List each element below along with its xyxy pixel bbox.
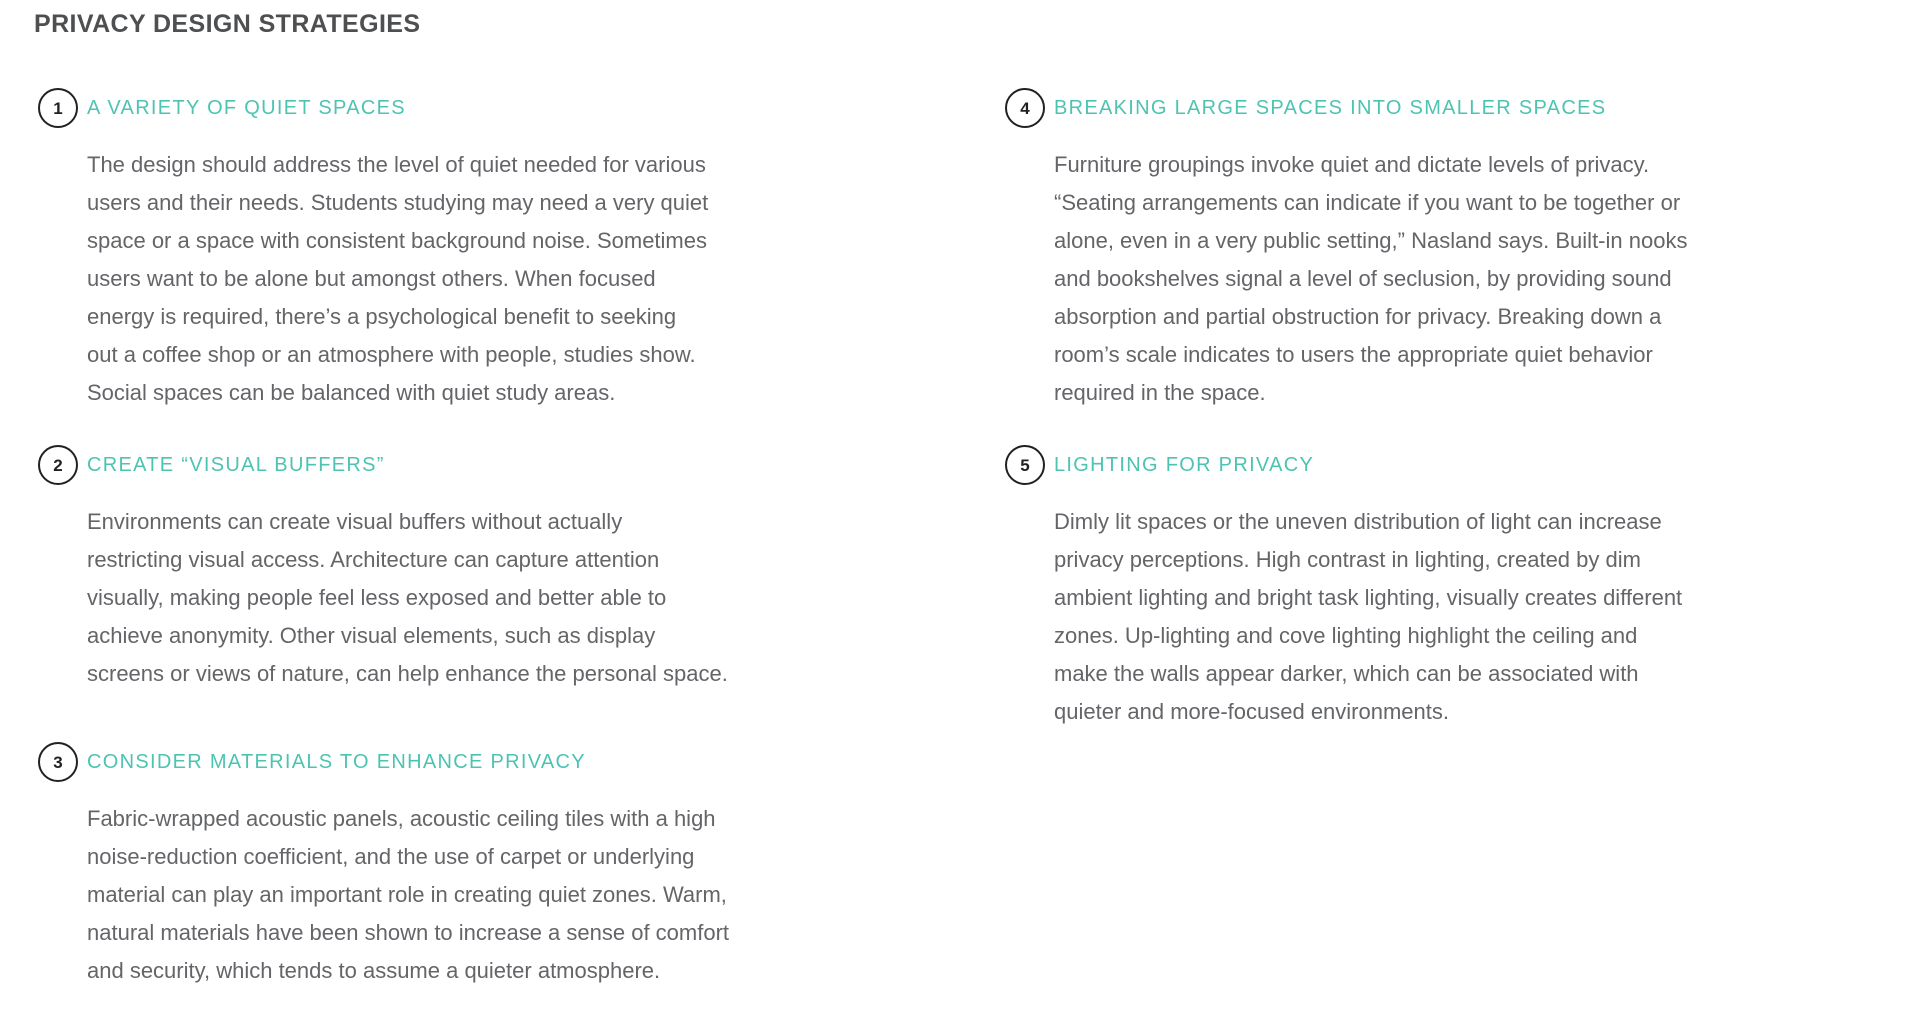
strategy-item-3 (38, 742, 729, 990)
body-text-line: restricting visual access. Architecture can capture attention (87, 547, 660, 572)
body-text-line: visually, making people feel less exposed and better able to (87, 585, 667, 610)
body-text-line: alone, even in a very public setting,” Nasland says. Built-in nooks (1054, 228, 1688, 253)
strategy-heading: CREATE “VISUAL BUFFERS” (87, 454, 385, 476)
body-text-line: natural materials have been shown to increase a sense of comfort (87, 920, 730, 945)
body-text-line: energy is required, there’s a psychological benefit to seeking (87, 304, 677, 329)
body-text-line: Environments can create visual buffers without actually (87, 509, 623, 534)
body-text-line: quieter and more-focused environments. (1054, 699, 1449, 724)
body-text-line: material can play an important role in creating quiet zones. Warm, (87, 882, 727, 907)
strategy-body (1054, 146, 1687, 412)
strategy-item-2 (38, 445, 728, 693)
strategy-item-5 (1005, 445, 1682, 731)
body-text-line: users want to be alone but amongst others. When focused (87, 266, 656, 291)
strategy-number-badge (38, 445, 78, 485)
body-text-line: zones. Up-lighting and cove lighting highlight the ceiling and (1054, 623, 1638, 648)
strategy-number-badge (38, 742, 78, 782)
page-title: PRIVACY DESIGN STRATEGIES (34, 10, 421, 38)
strategy-heading: LIGHTING FOR PRIVACY (1054, 454, 1315, 476)
body-text-line: absorption and partial obstruction for privacy. Breaking down a (1054, 304, 1662, 329)
strategy-number: 1 (53, 98, 63, 118)
strategy-body (87, 503, 728, 693)
body-text-line: users and their needs. Students studying may need a very quiet (87, 190, 709, 215)
strategy-number: 4 (1020, 98, 1030, 118)
strategy-heading: CONSIDER MATERIALS TO ENHANCE PRIVACY (87, 751, 586, 773)
strategy-body (1054, 503, 1682, 731)
strategy-number-badge (38, 88, 78, 128)
body-text-line: room’s scale indicates to users the appropriate quiet behavior (1054, 342, 1653, 367)
body-text-line: Social spaces can be balanced with quiet study areas. (87, 380, 616, 405)
strategy-item-1 (38, 88, 708, 412)
strategy-item-4 (1005, 88, 1687, 412)
strategy-body (87, 800, 729, 990)
body-text-line: ambient lighting and bright task lighting, visually creates different (1054, 585, 1683, 610)
strategy-number-badge (1005, 445, 1045, 485)
body-text-line: The design should address the level of quiet needed for various (87, 152, 706, 177)
strategy-heading: A VARIETY OF QUIET SPACES (87, 97, 406, 119)
body-text-line: space or a space with consistent background noise. Sometimes (87, 228, 707, 253)
body-text-line: make the walls appear darker, which can be associated with (1054, 661, 1639, 686)
body-text-line: and security, which tends to assume a quieter atmosphere. (87, 958, 661, 983)
strategy-number: 2 (53, 455, 63, 475)
body-text-line: Furniture groupings invoke quiet and dictate levels of privacy. (1054, 152, 1650, 177)
body-text-line: out a coffee shop or an atmosphere with people, studies show. (87, 342, 696, 367)
strategy-number-badge (1005, 88, 1045, 128)
body-text-line: achieve anonymity. Other visual elements, such as display (87, 623, 656, 648)
strategy-number: 3 (53, 752, 63, 772)
body-text-line: privacy perceptions. High contrast in lighting, created by dim (1054, 547, 1641, 572)
body-text-line: screens or views of nature, can help enhance the personal space. (87, 661, 728, 686)
strategy-heading: BREAKING LARGE SPACES INTO SMALLER SPACES (1054, 97, 1607, 119)
body-text-line: Fabric-wrapped acoustic panels, acoustic ceiling tiles with a high (87, 806, 716, 831)
body-text-line: and bookshelves signal a level of seclusion, by providing sound (1054, 266, 1672, 291)
body-text-line: required in the space. (1054, 380, 1266, 405)
body-text-line: “Seating arrangements can indicate if you want to be together or (1054, 190, 1681, 215)
body-text-line: noise-reduction coefficient, and the use of carpet or underlying (87, 844, 695, 869)
strategy-number: 5 (1020, 455, 1030, 475)
body-text-line: Dimly lit spaces or the uneven distribution of light can increase (1054, 509, 1662, 534)
strategy-body (87, 146, 708, 412)
